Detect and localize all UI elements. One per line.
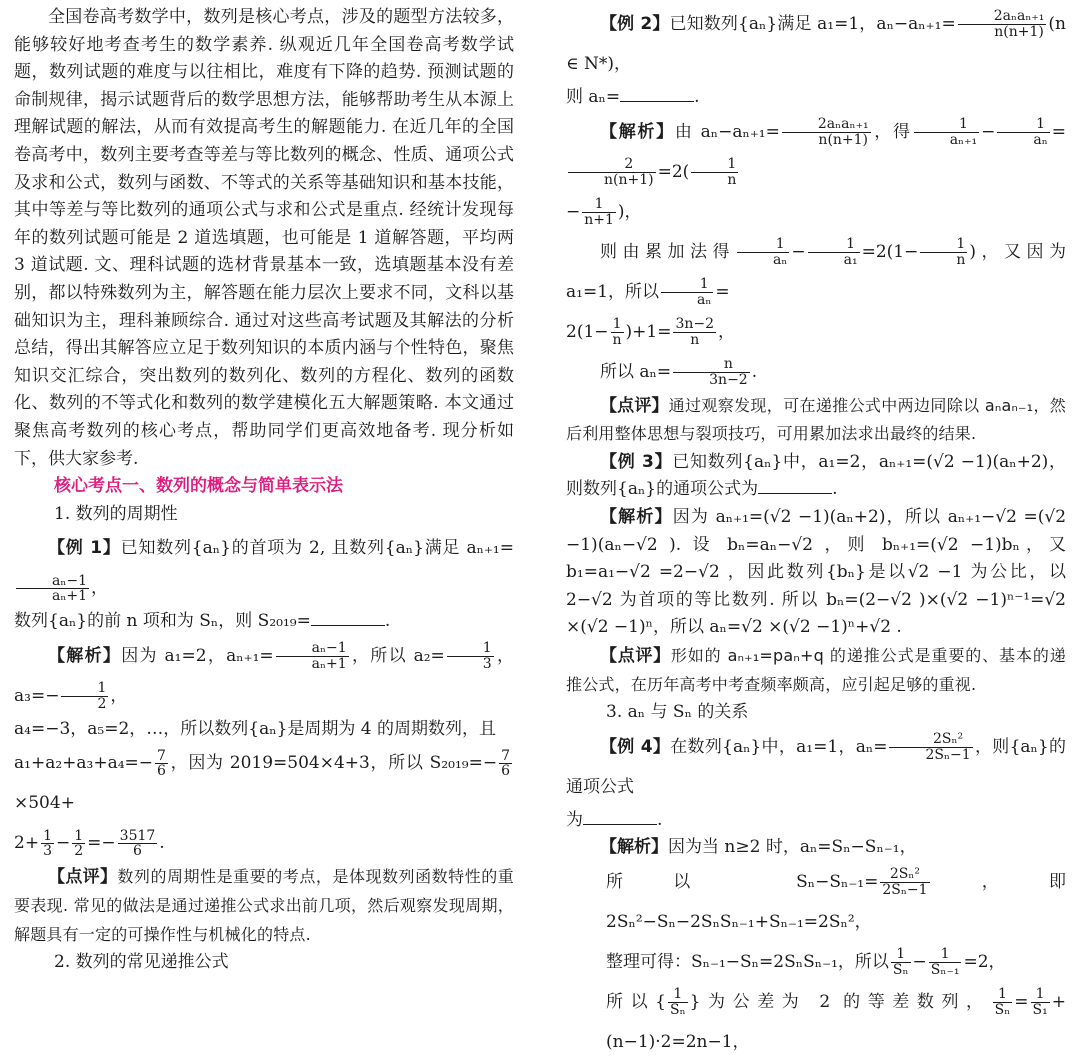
- fraction-numerator: 2aₙaₙ₊₁: [782, 117, 871, 133]
- fraction-denominator: aₙ: [1033, 131, 1048, 148]
- example-1-tag: 【例 1】: [48, 538, 121, 559]
- text: 已知数列{aₙ}中，a₁=2，aₙ₊₁=(√2 −1)(aₙ+2)，则数列{aₙ}的通项公式为: [566, 451, 1066, 500]
- fraction-numerator: 1: [611, 317, 624, 333]
- fraction-numerator: n: [673, 357, 750, 373]
- text: ，所以 a₂=: [350, 645, 445, 666]
- comment-2-text: 通过观察发现，可在递推公式中两边同除以 aₙaₙ₋₁，然后利用整体思想与裂项技巧，可用累加法求出最终的结果.: [566, 395, 1067, 444]
- text: =−: [87, 833, 116, 854]
- fraction-denominator: n: [727, 171, 737, 188]
- text: −: [912, 951, 927, 972]
- text: ，: [718, 321, 736, 342]
- fraction-numerator: 1: [1031, 987, 1050, 1003]
- fraction-denominator: n(n+1): [604, 171, 654, 188]
- fraction: [997, 117, 1049, 147]
- fraction-denominator: S₁: [1032, 1001, 1048, 1018]
- text: 因为当 n≥2 时，aₙ=Sₙ−Sₙ₋₁，: [668, 837, 917, 858]
- example-4-tag: 【例 4】: [600, 736, 671, 757]
- comment-2: [566, 392, 1066, 449]
- fraction-denominator: aₙ: [772, 251, 788, 268]
- example-1-text: 已知数列{aₙ}的首项为 2, 且数列{aₙ}满足 aₙ₊₁=: [120, 538, 514, 559]
- fraction-denominator: n(n+1): [818, 131, 869, 148]
- fraction-numerator: 1: [993, 987, 1013, 1003]
- fraction-numerator: aₙ−1: [276, 641, 349, 657]
- text: ，则{aₙ}的通项公式: [566, 736, 1066, 797]
- solution-2-line-2: [566, 192, 1066, 232]
- fraction-numerator: 1: [447, 641, 494, 657]
- comment-1-text: 数列的周期性是重要的考点，是体现数列函数特性的重要表现. 常见的做法是通过递推公式求出前几项，然后观察发现周期，解题具有一定的可操作性与机械化的特点.: [14, 867, 515, 944]
- right-column: [566, 4, 1066, 1062]
- fraction: [276, 641, 349, 671]
- fraction: [958, 9, 1047, 39]
- fraction-numerator: 7: [157, 747, 166, 764]
- solution-2-line-1: [566, 112, 1066, 192]
- solution-4-line-2: [566, 862, 1066, 942]
- fraction-denominator: a₁: [843, 251, 858, 268]
- fraction: [1031, 987, 1050, 1017]
- solution-2-line-3: [566, 232, 1066, 312]
- solution-1-line-2: a₄=−3，a₅=2，…，所以数列{aₙ}是周期为 4 的周期数列，且: [14, 718, 497, 739]
- text: 则 aₙ=: [566, 87, 621, 107]
- text: )，: [617, 201, 642, 222]
- text: )+1=: [625, 321, 672, 342]
- subheading-periodicity: 1. 数列的周期性: [54, 503, 178, 524]
- example-3: [566, 449, 1066, 504]
- text: 则由累加法得: [600, 241, 735, 262]
- fraction-denominator: aₙ₊₁: [949, 131, 978, 148]
- fraction-denominator: n: [690, 331, 700, 348]
- example-4: [566, 727, 1066, 807]
- fraction-numerator: 1: [808, 237, 860, 253]
- fraction: [691, 157, 738, 187]
- fraction-denominator: 3: [43, 843, 52, 860]
- text: −: [55, 833, 71, 854]
- fraction-numerator: 7: [501, 747, 510, 764]
- fraction-denominator: 3n−2: [709, 371, 748, 388]
- solution-2-line-4: [566, 312, 1066, 352]
- fraction-numerator: 3517: [119, 827, 156, 844]
- fraction: [447, 641, 494, 671]
- fraction-numerator: 1: [43, 827, 52, 844]
- example-1-question-text: 数列{aₙ}的前 n 项和为 Sₙ，则 S₂₀₁₉=: [14, 611, 311, 632]
- solution-1-tag: 【解析】: [48, 645, 122, 666]
- fraction: [880, 867, 929, 897]
- fraction-denominator: 6: [157, 763, 166, 780]
- text: 因为 a₁=2，aₙ₊₁=: [121, 645, 274, 666]
- fraction-numerator: 1: [737, 237, 789, 253]
- example-2: [566, 4, 1066, 84]
- fraction: [41, 829, 54, 859]
- text: 所以 Sₙ−Sₙ₋₁=: [606, 871, 879, 892]
- fraction-denominator: Sₙ: [669, 1001, 686, 1018]
- example-2-question: [566, 84, 1066, 112]
- text: 已知数列{aₙ}满足 a₁=1，aₙ−aₙ₊₁=: [669, 14, 956, 34]
- fraction-denominator: n: [612, 331, 622, 348]
- punct: .: [657, 809, 663, 830]
- fraction: [673, 357, 750, 387]
- comment-3-tag: 【点评】: [600, 645, 671, 666]
- text: 整理可得：Sₙ₋₁−Sₙ=2SₙSₙ₋₁，所以: [606, 951, 889, 972]
- comment-2-tag: 【点评】: [600, 395, 669, 416]
- solution-2-line-5: [566, 352, 1066, 392]
- fraction: [737, 237, 789, 267]
- text: ，a₃=−: [14, 645, 515, 706]
- section-heading: 核心考点一、数列的概念与简单表示法: [54, 476, 343, 497]
- punct: ，: [110, 685, 128, 706]
- comment-3-text: 形如的 aₙ₊₁=paₙ+q 的递推公式是重要的、基本的递推公式，在历年高考中考查频率颇高，应引起足够的重视.: [566, 645, 1066, 694]
- fraction-numerator: 1: [929, 947, 962, 963]
- fraction-denominator: 6: [133, 843, 142, 860]
- fraction-denominator: aₙ+1: [311, 655, 347, 672]
- solution-2-tag: 【解析】: [600, 121, 675, 142]
- solution-1-line-3: [14, 743, 514, 823]
- text: ，即 2Sₙ²−Sₙ−2SₙSₙ₋₁+Sₙ₋₁=2Sₙ²，: [606, 871, 1067, 932]
- fraction: [568, 157, 656, 187]
- fraction-denominator: 6: [501, 763, 510, 780]
- text: +(n−1)·2=2n−1，: [606, 991, 1066, 1052]
- text: a₁+a₂+a₃+a₄=−: [14, 753, 154, 774]
- fraction: [582, 197, 616, 227]
- fraction-numerator: 1: [61, 681, 108, 697]
- fraction: [914, 117, 979, 147]
- text: 为: [566, 809, 583, 830]
- solution-3-text: 因为 aₙ₊₁=(√2 −1)(aₙ+2)，所以 aₙ₊₁−√2 =(√2 −1)(aₙ−√2 ). 设 bₙ=aₙ−√2 ，则 bₙ₊₁=(√2 −1)bₙ，又 b₁=a₁−√2 =2−√2 ，因此数列{bₙ}是以√2 −1 为公比，以 2−√2 为首项的等比数列. 所以 bₙ=(2−√2 )×(√2 −1)ⁿ⁻¹=√2 ×(√2 −1)ⁿ，所以 aₙ=√2 ×(√2 −1)ⁿ+√2 .: [566, 506, 1067, 638]
- subheading-recurrence: 2. 数列的常见递推公式: [54, 952, 229, 973]
- text: =2(1−: [861, 241, 919, 262]
- comment-1: [14, 863, 514, 949]
- fraction-numerator: 2Sₙ²: [889, 732, 972, 748]
- fraction-numerator: 1: [691, 157, 738, 173]
- text: ，因为 2019=504×4+3，所以 S₂₀₁₉=−: [169, 753, 498, 774]
- example-4-question: [566, 807, 1066, 835]
- solution-4-tag: 【解析】: [600, 837, 668, 858]
- text: }为公差为 2 的等差数列，: [689, 991, 991, 1012]
- punct: .: [384, 611, 391, 632]
- punct: .: [694, 87, 700, 107]
- fraction-denominator: n(n+1): [994, 24, 1044, 40]
- fraction-denominator: Sₙ: [892, 961, 909, 978]
- example-2-tag: 【例 2】: [600, 14, 670, 34]
- text: =2，: [963, 951, 1006, 972]
- comment-1-tag: 【点评】: [48, 867, 118, 888]
- fraction-numerator: 1: [920, 237, 967, 253]
- text: 所以{: [606, 991, 666, 1012]
- punct: .: [832, 479, 838, 500]
- solution-4-line-1: [566, 834, 1066, 862]
- solution-3: [566, 504, 1066, 642]
- fraction: [611, 317, 624, 347]
- text: −: [981, 121, 996, 142]
- answer-blank: [620, 87, 694, 102]
- fraction: [661, 277, 713, 307]
- fraction-numerator: 1: [74, 827, 84, 844]
- text: ×504+: [14, 793, 75, 814]
- fraction-denominator: n: [956, 251, 966, 268]
- fraction: [920, 237, 967, 267]
- fraction-numerator: aₙ−1: [16, 574, 89, 590]
- fraction-denominator: Sₙ: [994, 1001, 1011, 1018]
- punct: .: [159, 833, 165, 854]
- fraction-denominator: 2: [97, 695, 107, 712]
- fraction: [72, 829, 85, 859]
- text: 2+: [14, 833, 40, 854]
- text: 2(1−: [566, 321, 609, 342]
- fraction: [118, 829, 158, 859]
- fraction-numerator: 1: [997, 117, 1049, 133]
- solution-4-line-3: [566, 942, 1066, 982]
- fraction: [889, 732, 972, 762]
- fraction: [668, 987, 688, 1017]
- fraction-denominator: 2Sₙ−1: [882, 881, 928, 898]
- punct: .: [751, 361, 758, 382]
- subheading-an-sn: 3. aₙ 与 Sₙ 的关系: [606, 702, 749, 723]
- left-column: [14, 4, 514, 977]
- fraction-numerator: 3n−2: [675, 315, 715, 332]
- comment-3: [566, 642, 1066, 699]
- solution-3-tag: 【解析】: [600, 506, 673, 527]
- text: −: [791, 241, 806, 262]
- fraction: [673, 317, 716, 347]
- answer-blank: [311, 611, 385, 626]
- example-1-fraction: [16, 574, 89, 604]
- text: =: [715, 281, 730, 302]
- punct: ，: [91, 578, 109, 599]
- fraction-denominator: n+1: [584, 211, 614, 228]
- solution-4-line-4: [566, 982, 1066, 1062]
- fraction: [61, 681, 108, 711]
- text: −: [566, 201, 581, 222]
- example-3-tag: 【例 3】: [600, 451, 673, 472]
- example-1: [14, 528, 514, 608]
- fraction: [499, 749, 512, 779]
- fraction-numerator: 1: [661, 277, 713, 293]
- fraction-numerator: 2aₙaₙ₊₁: [958, 9, 1047, 25]
- fraction-numerator: 1: [668, 987, 688, 1003]
- fraction-denominator: Sₙ₋₁: [930, 961, 960, 978]
- text: =2(: [657, 161, 690, 182]
- text: =: [1014, 991, 1029, 1012]
- text: 在数列{aₙ}中，a₁=1，aₙ=: [670, 736, 888, 757]
- solution-1-line-1: [14, 636, 514, 716]
- text: 由 aₙ−aₙ₊₁=: [674, 121, 780, 142]
- text: =: [1051, 121, 1067, 142]
- fraction: [782, 117, 871, 147]
- text: (n ∈ N*)，: [566, 14, 1066, 74]
- fraction-denominator: 2: [74, 843, 84, 860]
- fraction: [155, 749, 168, 779]
- text: 所以 aₙ=: [600, 361, 672, 382]
- fraction-numerator: 1: [914, 117, 979, 133]
- fraction-denominator: 3: [482, 655, 492, 672]
- text: )，又因为 a₁=1，所以: [566, 241, 1066, 302]
- solution-1-line-4: [14, 823, 514, 863]
- fraction: [929, 947, 962, 977]
- intro-paragraph: 全国卷高考数学中，数列是核心考点，涉及的题型方法较多，能够较好地考查考生的数学素养. 纵观近几年全国卷高考数学试题，数列试题的难度与以往相比，难度有下降的趋势. 预测试题的命制规律，揭示试题背后的数学思想方法，能够帮助考生从本源上理解试题的解法，从而有效提高考生的解题能力. 在近几年的全国卷高考中，数列主要考查等差与等比数列的概念、性质、通项公式及求和公式，数列与函数、不等式的关系等基础知识和基本技能，其中等差与等比数列的通项公式与求和公式是重点. 经统计发现每年的数列试题可能是 2 道选填题，也可能是 1 道解答题，平均两 3 道试题. 文、理科试题的选材背景基本一致，选填题基本没有差别，都以特殊数列为主，解答题在能力层次上要求不同，文科以基础知识为主，理科兼顾综合. 通过对这些高考试题及其解法的分析总结，得出其解答应立足于数列知识的本质内涵与个性特色，聚焦知识交汇综合，突出数列的数列化、数列的方程化、数列的函数化、数列的不等式化和数列的数学建模化五大解题策略. 本文通过聚焦高考数列的核心考点，帮助同学们更高效地备考. 现分析如下，供大家参考.: [14, 7, 514, 469]
- fraction: [891, 947, 911, 977]
- answer-blank: [758, 479, 832, 494]
- example-1-question: [14, 608, 514, 636]
- fraction-denominator: aₙ+1: [52, 588, 88, 605]
- fraction-denominator: aₙ: [697, 291, 712, 308]
- answer-blank: [583, 810, 657, 825]
- fraction-numerator: 1: [891, 947, 911, 963]
- fraction: [993, 987, 1013, 1017]
- fraction-denominator: 2Sₙ−1: [925, 746, 971, 763]
- fraction-numerator: 1: [582, 197, 616, 213]
- fraction: [808, 237, 860, 267]
- text: ，得: [872, 121, 912, 142]
- fraction-numerator: 2: [568, 157, 656, 173]
- fraction-numerator: 2Sₙ²: [880, 867, 929, 883]
